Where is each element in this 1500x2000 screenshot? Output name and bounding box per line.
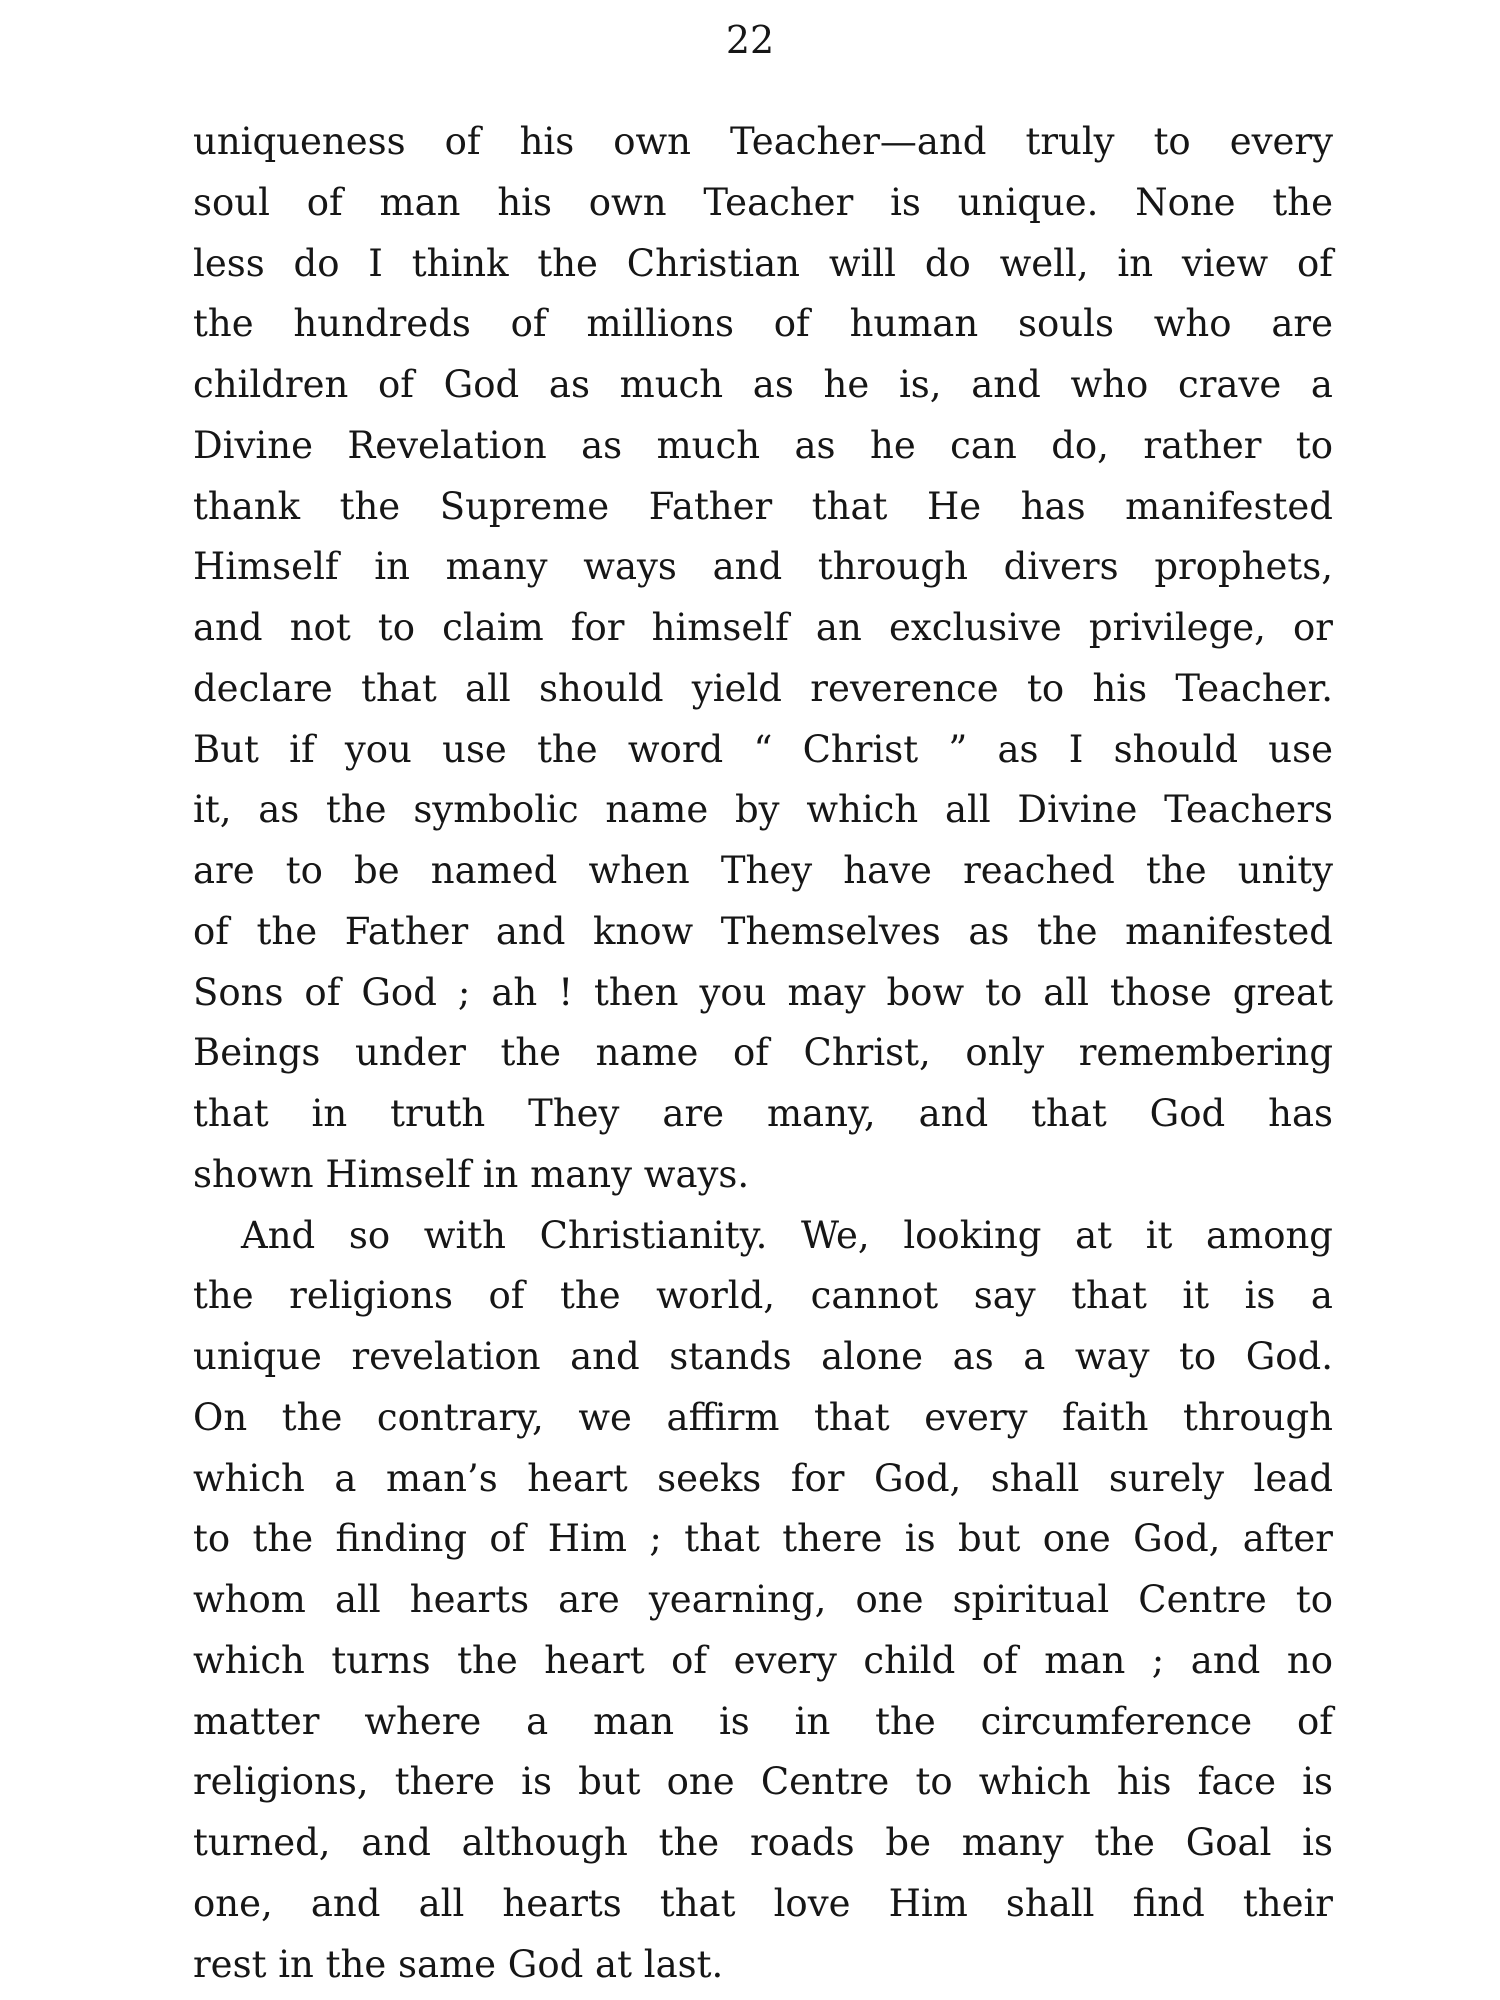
text-line: rest in the same God at last.	[193, 1942, 724, 1986]
text-line: less do I think the Christian will do well, in view of	[193, 241, 1333, 285]
paragraph-1	[193, 112, 1333, 1206]
body-text	[193, 112, 1333, 1995]
text-line: to the finding of Him ; that there is but one God, after	[193, 1517, 1333, 1561]
text-line: one, and all hearts that love Him shall find their	[193, 1881, 1333, 1925]
text-line: matter where a man is in the circumference of	[193, 1699, 1333, 1743]
text-line: Sons of God ; ah ! then you may bow to all those great	[193, 970, 1333, 1014]
text-line: uniqueness of his own Teacher—and truly to every	[193, 120, 1333, 163]
text-line: Divine Revelation as much as he can do, rather to	[193, 423, 1333, 467]
text-line: and not to claim for himself an exclusive privilege, or	[193, 606, 1333, 649]
text-line: unique revelation and stands alone as a way to God.	[193, 1335, 1333, 1378]
text-line: of the Father and know Themselves as the manifested	[193, 909, 1333, 953]
text-line: And so with Christianity. We, looking at it among	[241, 1213, 1333, 1257]
text-line: But if you use the word “ Christ ” as I should use	[193, 727, 1333, 771]
text-line: Himself in many ways and through divers prophets,	[193, 545, 1333, 589]
text-line: whom all hearts are yearning, one spiritual Centre to	[193, 1578, 1333, 1621]
page-number: 22	[725, 18, 775, 62]
text-line: it, as the symbolic name by which all Divine Teachers	[193, 788, 1333, 832]
text-line: On the contrary, we affirm that every faith through	[193, 1395, 1333, 1439]
paragraph-2	[193, 1206, 1333, 1996]
text-line: which turns the heart of every child of man ; and no	[193, 1638, 1333, 1682]
text-line: thank the Supreme Father that He has manifested	[193, 484, 1333, 528]
text-line: shown Himself in many ways.	[193, 1152, 750, 1196]
text-line: the hundreds of millions of human souls who are	[193, 302, 1333, 346]
text-line: declare that all should yield reverence to his Teacher.	[193, 666, 1333, 710]
text-line: children of God as much as he is, and who crave a	[193, 363, 1333, 406]
text-line: which a man’s heart seeks for God, shall surely lead	[193, 1456, 1333, 1500]
text-line: religions, there is but one Centre to which his face is	[193, 1760, 1333, 1804]
text-line: Beings under the name of Christ, only remembering	[193, 1031, 1333, 1075]
text-line: the religions of the world, cannot say that it is a	[193, 1274, 1333, 1318]
text-line: that in truth They are many, and that God has	[193, 1092, 1333, 1135]
text-line: turned, and although the roads be many the Goal is	[193, 1821, 1333, 1864]
text-line: are to be named when They have reached the unity	[193, 849, 1333, 892]
text-line: soul of man his own Teacher is unique. None the	[193, 180, 1333, 224]
